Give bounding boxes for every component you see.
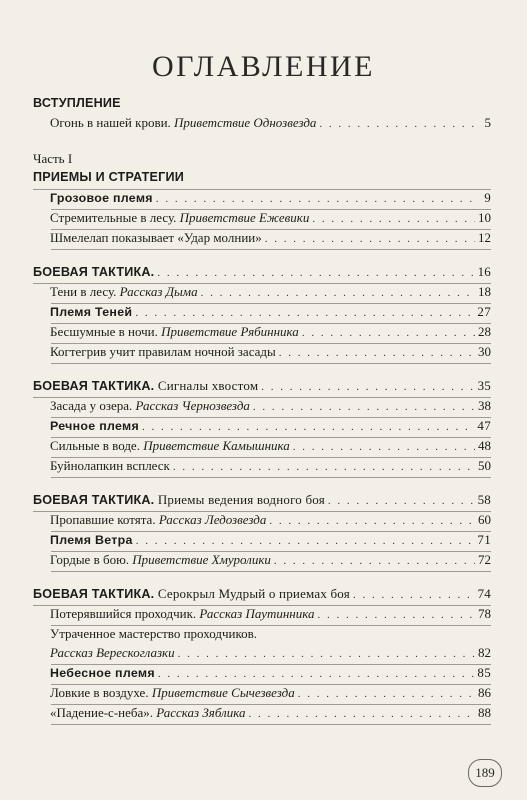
toc-entry[interactable] (33, 458, 491, 477)
entry-text: Грозовое племя (50, 191, 153, 205)
dot-leader (274, 555, 475, 567)
dot-leader (142, 421, 474, 433)
dot-leader (156, 193, 476, 205)
dot-leader (279, 347, 475, 359)
dot-leader (136, 535, 475, 547)
entry-italic: Рассказ Зяблика (156, 705, 246, 720)
entry-title (50, 191, 153, 205)
entry-page-number: 28 (478, 324, 491, 339)
spacer (33, 250, 491, 264)
dot-leader (201, 287, 475, 299)
entry-page-number: 9 (484, 190, 491, 205)
entry-page-number: 86 (478, 685, 491, 700)
dot-leader (248, 708, 475, 720)
entry-page-number: 18 (478, 284, 491, 299)
dot-leader (261, 381, 474, 393)
entry-italic: Приветствие Сычезвезда (151, 685, 295, 700)
dot-leader (253, 401, 475, 413)
toc-entry[interactable] (33, 438, 491, 457)
entry-page-number: 30 (478, 344, 491, 359)
part-label: Часть I (33, 151, 73, 166)
heading-text: ВСТУПЛЕНИЕ (33, 96, 121, 110)
entry-italic: Приветствие Хмуролики (132, 552, 271, 567)
entry-italic: Рассказ Паутинника (199, 606, 315, 621)
entry-text: Сильные в воде. (50, 438, 144, 453)
entry-title (50, 533, 133, 547)
dot-leader (135, 307, 474, 319)
section-heading[interactable] (33, 264, 491, 283)
entry-text: Буйнолапкин всплеск (50, 458, 170, 473)
toc-entry[interactable] (33, 398, 491, 417)
section-heading (33, 96, 491, 115)
tribe-entry[interactable] (33, 418, 491, 437)
entry-title (50, 230, 262, 246)
dot-leader (173, 461, 475, 473)
toc-entry[interactable] (33, 606, 491, 625)
page-number: 189 (468, 759, 502, 787)
entry-page-number: 38 (478, 398, 491, 413)
entry-title (50, 344, 276, 360)
dot-leader (265, 233, 475, 245)
dot-leader (157, 267, 474, 279)
entry-text: Небесное племя (50, 666, 155, 680)
entry-title (50, 705, 245, 721)
entry-italic: Рассказ Дыма (119, 284, 198, 299)
entry-page-number: 82 (478, 645, 491, 660)
dot-leader (158, 668, 475, 680)
entry-text: Шмелелап показывает «Удар молнии» (50, 230, 262, 245)
entry-title (50, 115, 316, 131)
entry-italic: Приветствие Рябинника (161, 324, 299, 339)
entry-page-number: 71 (477, 532, 491, 547)
spacer (33, 478, 491, 492)
entry-text: Ловкие в воздухе. (50, 685, 152, 700)
heading-page-number: 35 (477, 378, 491, 393)
toc-entry[interactable] (33, 115, 491, 134)
section-heading[interactable] (33, 492, 491, 511)
toc-entry[interactable] (33, 685, 491, 704)
spacer (33, 364, 491, 378)
entry-title (50, 438, 290, 454)
section-heading[interactable] (33, 586, 491, 605)
spacer (33, 572, 491, 586)
entry-title (50, 685, 295, 701)
entry-text: Когтегрив учит правилам ночной засады (50, 344, 276, 359)
toc-entry[interactable] (33, 512, 491, 531)
dot-leader (269, 515, 475, 527)
entry-page-number: 47 (477, 418, 491, 433)
heading-title (33, 586, 350, 602)
entry-text: «Падение-с-неба». (50, 705, 157, 720)
table-of-contents (33, 96, 491, 725)
entry-title (50, 606, 315, 622)
tribe-entry[interactable] (33, 190, 491, 209)
heading-text: БОЕВАЯ ТАКТИКА. (33, 587, 155, 601)
entry-page-number: 27 (477, 304, 491, 319)
toc-entry[interactable] (33, 552, 491, 571)
toc-entry[interactable] (33, 626, 491, 645)
dot-leader (328, 495, 475, 507)
entry-text: Огонь в нашей крови. (50, 115, 175, 130)
spacer (33, 134, 491, 151)
dot-leader (312, 213, 475, 225)
entry-title (50, 284, 198, 300)
entry-italic: Приветствие Ежевики (179, 210, 310, 225)
dot-leader (318, 609, 475, 621)
entry-italic: Рассказ Верескоглазки (50, 645, 175, 660)
entry-page-number: 85 (477, 665, 491, 680)
entry-italic: Приветствие Однозвезда (174, 115, 317, 130)
toc-entry[interactable] (33, 210, 491, 229)
entry-title (50, 645, 175, 661)
heading-text: БОЕВАЯ ТАКТИКА. (33, 265, 155, 279)
dot-leader (293, 441, 475, 453)
tribe-entry[interactable] (33, 532, 491, 551)
dot-leader (302, 327, 475, 339)
tribe-entry[interactable] (33, 304, 491, 323)
entry-title (50, 626, 257, 642)
divider-line (51, 724, 491, 725)
toc-entry[interactable] (33, 344, 491, 363)
heading-page-number: 74 (477, 586, 491, 601)
entry-page-number: 50 (478, 458, 491, 473)
toc-entry[interactable] (33, 284, 491, 303)
entry-text: Засада у озера. (50, 398, 136, 413)
heading-subtitle: Серокрыл Мудрый о приемах боя (154, 586, 350, 601)
entry-page-number: 78 (478, 606, 491, 621)
entry-italic: Рассказ Ледозвезда (158, 512, 267, 527)
entry-title (50, 458, 170, 474)
entry-text: Тени в лесу. (50, 284, 120, 299)
toc-entry[interactable] (33, 230, 491, 249)
section-heading[interactable] (33, 378, 491, 397)
entry-page-number: 60 (478, 512, 491, 527)
part-heading (33, 170, 491, 189)
dot-leader (178, 648, 475, 660)
entry-title (50, 552, 271, 568)
heading-page-number: 58 (477, 492, 491, 507)
entry-page-number: 48 (478, 438, 491, 453)
entry-text: Потерявшийся проходчик. (50, 606, 200, 621)
entry-title (50, 512, 266, 528)
entry-page-number: 5 (484, 115, 491, 130)
heading-title (33, 492, 325, 508)
page-title: ОГЛАВЛЕНИЕ (152, 50, 375, 83)
heading-subtitle: Приемы ведения водного боя (154, 492, 325, 507)
entry-text: Утраченное мастерство проходчиков. (50, 626, 257, 641)
entry-page-number: 88 (478, 705, 491, 720)
entry-italic: Рассказ Чернозвезда (135, 398, 250, 413)
dot-leader (298, 688, 475, 700)
dot-leader (319, 118, 476, 130)
entry-text: Племя Ветра (50, 533, 133, 547)
entry-text: Племя Теней (50, 305, 133, 319)
entry-text: Пропавшие котята. (50, 512, 159, 527)
toc-entry[interactable] (33, 645, 491, 664)
heading-page-number: 16 (477, 264, 491, 279)
entry-title (50, 666, 155, 680)
entry-text: Бесшумные в ночи. (50, 324, 162, 339)
heading-title (33, 265, 154, 279)
toc-entry[interactable] (33, 324, 491, 343)
entry-text: Речное племя (50, 419, 140, 433)
entry-text: Гордые в бою. (50, 552, 133, 567)
heading-text: БОЕВАЯ ТАКТИКА. (33, 379, 155, 393)
tribe-entry[interactable] (33, 665, 491, 684)
entry-page-number: 12 (478, 230, 491, 245)
heading-title (33, 378, 258, 394)
entry-italic: Приветствие Камышника (143, 438, 290, 453)
entry-title (50, 305, 132, 319)
heading-subtitle: Сигналы хвостом (154, 378, 259, 393)
dot-leader (353, 589, 475, 601)
heading-text: ПРИЕМЫ И СТРАТЕГИИ (33, 170, 184, 184)
entry-text: Стремительные в лесу. (50, 210, 180, 225)
entry-page-number: 10 (478, 210, 491, 225)
entry-title (50, 210, 309, 226)
toc-entry[interactable] (33, 705, 491, 724)
entry-title (50, 324, 299, 340)
heading-text: БОЕВАЯ ТАКТИКА. (33, 493, 155, 507)
entry-title (50, 398, 250, 414)
entry-page-number: 72 (478, 552, 491, 567)
entry-title (50, 419, 139, 433)
